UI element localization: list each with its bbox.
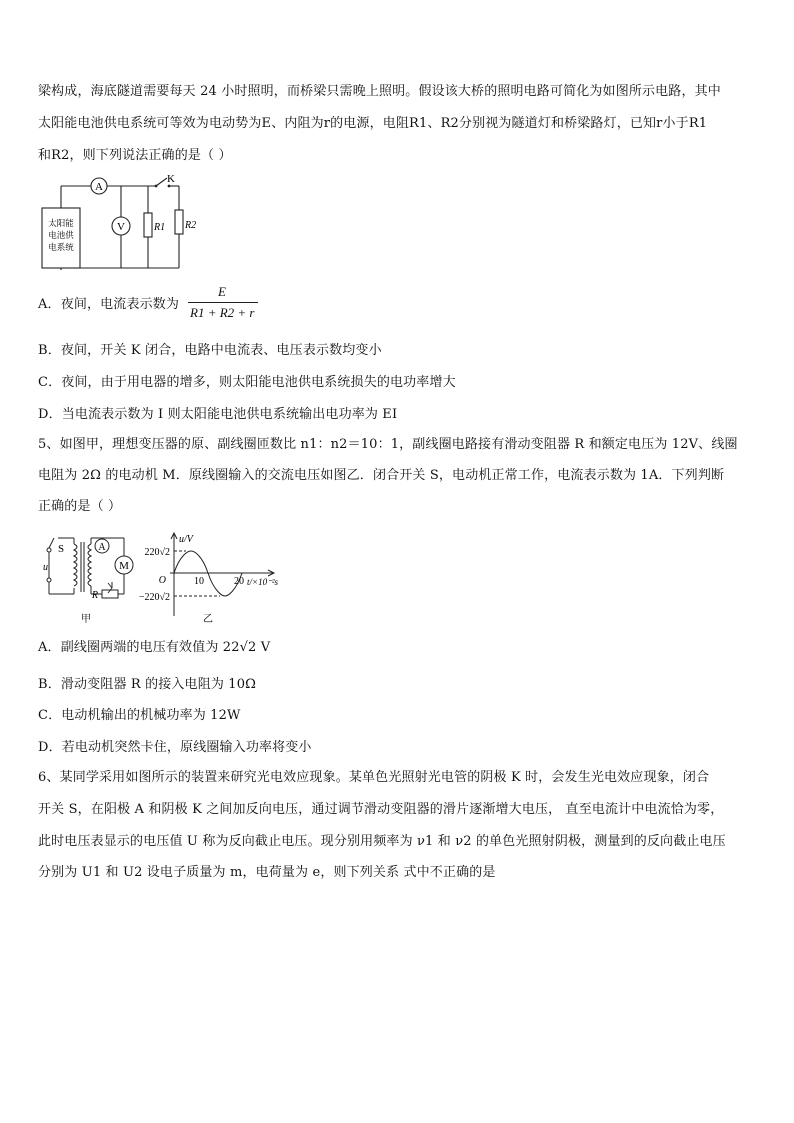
y-max-label: 220√2 <box>144 547 170 558</box>
q5-option-d: D．若电动机突然卡住，原线圈输入功率将变小 <box>38 740 312 755</box>
q4-circuit-diagram <box>36 168 196 272</box>
voltmeter-label: V <box>117 221 125 233</box>
q4-option-b: B．夜间，开关 K 闭合，电路中电流表、电压表示数均变小 <box>38 343 382 358</box>
r1-label: R1 <box>154 222 166 233</box>
x-axis-label: t/×10⁻²s <box>247 577 279 587</box>
q4-line-2: 太阳能电池供电系统可等效为电动势为E、内阻为r的电源，电阻R1、R2分别视为隧道灯和桥梁路灯，已知r小于R1 <box>38 116 708 131</box>
q5-line-3: 正确的是（ ） <box>38 499 122 514</box>
q5-line-1: 5、如图甲，理想变压器的原、副线圈匝数比 n1：n2＝10：1，副线圈电路接有滑动变阻器 R 和额定电压为 12V、线圈 <box>38 437 738 452</box>
switch-label: K <box>167 173 175 185</box>
r1-resistor <box>144 213 152 237</box>
q4-option-a: A．夜间，电流表示数为 <box>38 297 180 312</box>
r2-resistor <box>175 210 183 234</box>
figure-jia-caption: 甲 <box>81 614 91 625</box>
q6-line-4: 分别为 U1 和 U2 设电子质量为 m，电荷量为 e，则下列关系 式中不正确的是 <box>38 865 496 880</box>
x-tick-20: 20 <box>234 576 244 587</box>
q4-option-a-numerator: E <box>218 284 226 299</box>
q5-transformer-diagram <box>40 530 140 626</box>
ammeter-label: A <box>98 542 106 553</box>
q4-option-c: C．夜间，由于用电器的增多，则太阳能电池供电系统损失的电功率增大 <box>38 375 456 390</box>
q6-line-1: 6、某同学采用如图所示的装置来研究光电效应现象。某单色光照射光电管的阴极 K 时，会发生光电效应现象，闭合 <box>38 770 710 785</box>
q4-option-d: D．当电流表示数为 I 则太阳能电池供电系统输出电功率为 EI <box>38 407 398 422</box>
switch-s-label: S <box>58 543 65 555</box>
q4-option-a-denominator: R1 + R2 + r <box>190 305 255 320</box>
q5-voltage-graph <box>126 530 326 626</box>
power-box-label-1: 太阳能 <box>48 218 74 228</box>
q5-option-c: C．电动机输出的机械功率为 12W <box>38 708 241 723</box>
q5-option-b: B．滑动变阻器 R 的接入电阻为 10Ω <box>38 677 257 692</box>
q4-option-a-fraction-bar <box>188 302 258 303</box>
q6-line-2: 开关 S，在阳极 A 和阴极 K 之间加反向电压，通过调节滑动变阻器的滑片逐渐增大电压， 直至电流计中电流恰为零， <box>38 802 724 817</box>
power-box-label-2: 电池供 <box>48 230 74 240</box>
voltage-u-label: u <box>43 562 48 573</box>
q4-line-3: 和R2，则下列说法正确的是（ ） <box>38 148 232 163</box>
x-tick-10: 10 <box>194 576 204 587</box>
power-box-label-3: 电系统 <box>48 242 74 252</box>
rheostat-label: R <box>91 590 98 601</box>
y-min-label: −220√2 <box>138 592 170 603</box>
q6-line-3: 此时电压表显示的电压值 U 称为反向截止电压。现分别用频率为 ν1 和 ν2 的单色光照射阴极，测量到的反向截止电压 <box>38 834 726 849</box>
y-axis-label: u/V <box>179 534 193 545</box>
q5-option-a: A．副线圈两端的电压有效值为 22√2 V <box>38 640 271 655</box>
figure-yi-caption: 乙 <box>203 614 213 625</box>
q4-line-1: 梁构成，海底隧道需要每天 24 小时照明，而桥梁只需晚上照明。假设该大桥的照明电路可简化为如图所示电路，其中 <box>38 84 721 99</box>
origin-label: O <box>158 575 166 586</box>
ammeter-label: A <box>95 181 103 193</box>
motor-label: M <box>119 560 129 572</box>
r2-label: R2 <box>185 220 196 231</box>
q5-line-2: 电阻为 2Ω 的电动机 M．原线圈输入的交流电压如图乙．闭合开关 S，电动机正常工作，电流表示数为 1A．下列判断 <box>38 468 725 483</box>
